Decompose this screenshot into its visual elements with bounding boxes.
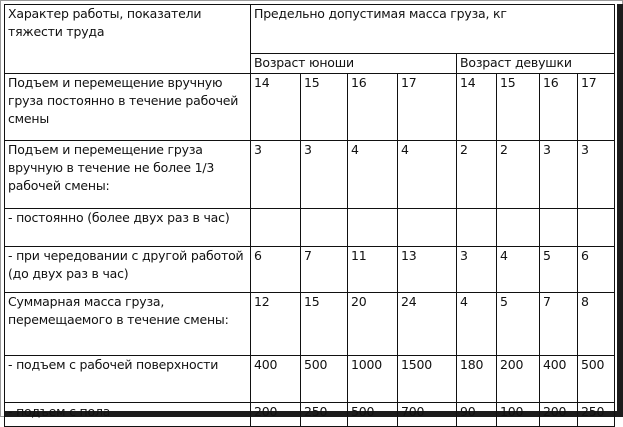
- value-cell: 15: [497, 74, 540, 141]
- header-max-mass: Предельно допустимая масса груза, кг: [251, 5, 615, 54]
- value-cell: 500: [301, 356, 348, 403]
- value-cell: 5: [497, 293, 540, 356]
- value-cell: 90: [457, 403, 497, 427]
- value-cell: 200: [540, 403, 578, 427]
- value-cell: 3: [540, 141, 578, 209]
- header-characteristic: Характер работы, показатели тяжести труда: [5, 5, 251, 74]
- row-label: - подъем с рабочей поверхности: [5, 356, 251, 403]
- value-cell: [398, 209, 457, 247]
- value-cell: 7: [540, 293, 578, 356]
- value-cell: 20: [348, 293, 398, 356]
- value-cell: 200: [497, 356, 540, 403]
- value-cell: 5: [540, 247, 578, 293]
- row-label: Суммарная масса груза, перемещаемого в течение смены:: [5, 293, 251, 356]
- value-cell: 4: [497, 247, 540, 293]
- value-cell: 500: [348, 403, 398, 427]
- table-row: [5, 209, 615, 247]
- value-cell: 400: [540, 356, 578, 403]
- table-row: [5, 403, 615, 427]
- header-row: [5, 5, 615, 54]
- value-cell: 16: [348, 74, 398, 141]
- value-cell: 15: [301, 74, 348, 141]
- value-cell: 6: [578, 247, 615, 293]
- value-cell: 1500: [398, 356, 457, 403]
- table-row: [5, 141, 615, 209]
- row-label: - при чередовании с другой работой (до двух раз в час): [5, 247, 251, 293]
- table-row: [5, 293, 615, 356]
- value-cell: 24: [398, 293, 457, 356]
- row-label: Подъем и перемещение вручную груза постоянно в течение рабочей смены: [5, 74, 251, 141]
- value-cell: [457, 209, 497, 247]
- row-label: - подъем с пола: [5, 403, 251, 427]
- value-cell: 3: [457, 247, 497, 293]
- value-cell: [578, 209, 615, 247]
- value-cell: 400: [251, 356, 301, 403]
- value-cell: 100: [497, 403, 540, 427]
- value-cell: [301, 209, 348, 247]
- value-cell: [348, 209, 398, 247]
- value-cell: 15: [301, 293, 348, 356]
- value-cell: [540, 209, 578, 247]
- value-cell: 700: [398, 403, 457, 427]
- value-cell: 17: [578, 74, 615, 141]
- value-cell: 14: [457, 74, 497, 141]
- value-cell: 180: [457, 356, 497, 403]
- value-cell: 17: [398, 74, 457, 141]
- value-cell: [251, 209, 301, 247]
- value-cell: 3: [301, 141, 348, 209]
- row-label: - постоянно (более двух раз в час): [5, 209, 251, 247]
- value-cell: 6: [251, 247, 301, 293]
- table-row: [5, 247, 615, 293]
- header-age-boys: Возраст юноши: [251, 54, 457, 74]
- value-cell: 250: [578, 403, 615, 427]
- value-cell: 500: [578, 356, 615, 403]
- value-cell: 250: [301, 403, 348, 427]
- value-cell: 13: [398, 247, 457, 293]
- value-cell: 8: [578, 293, 615, 356]
- value-cell: 4: [348, 141, 398, 209]
- row-label: Подъем и перемещение груза вручную в течение не более 1/3 рабочей смены:: [5, 141, 251, 209]
- value-cell: 7: [301, 247, 348, 293]
- value-cell: 4: [398, 141, 457, 209]
- value-cell: 12: [251, 293, 301, 356]
- value-cell: 2: [457, 141, 497, 209]
- table-row: [5, 74, 615, 141]
- value-cell: 3: [251, 141, 301, 209]
- value-cell: 4: [457, 293, 497, 356]
- value-cell: 11: [348, 247, 398, 293]
- table-row: [5, 356, 615, 403]
- value-cell: 14: [251, 74, 301, 141]
- value-cell: 3: [578, 141, 615, 209]
- frame-shadow-right: [617, 4, 623, 417]
- load-limits-table: [4, 4, 615, 427]
- value-cell: 1000: [348, 356, 398, 403]
- value-cell: 16: [540, 74, 578, 141]
- header-age-girls: Возраст девушки: [457, 54, 615, 74]
- value-cell: 2: [497, 141, 540, 209]
- value-cell: 200: [251, 403, 301, 427]
- value-cell: [497, 209, 540, 247]
